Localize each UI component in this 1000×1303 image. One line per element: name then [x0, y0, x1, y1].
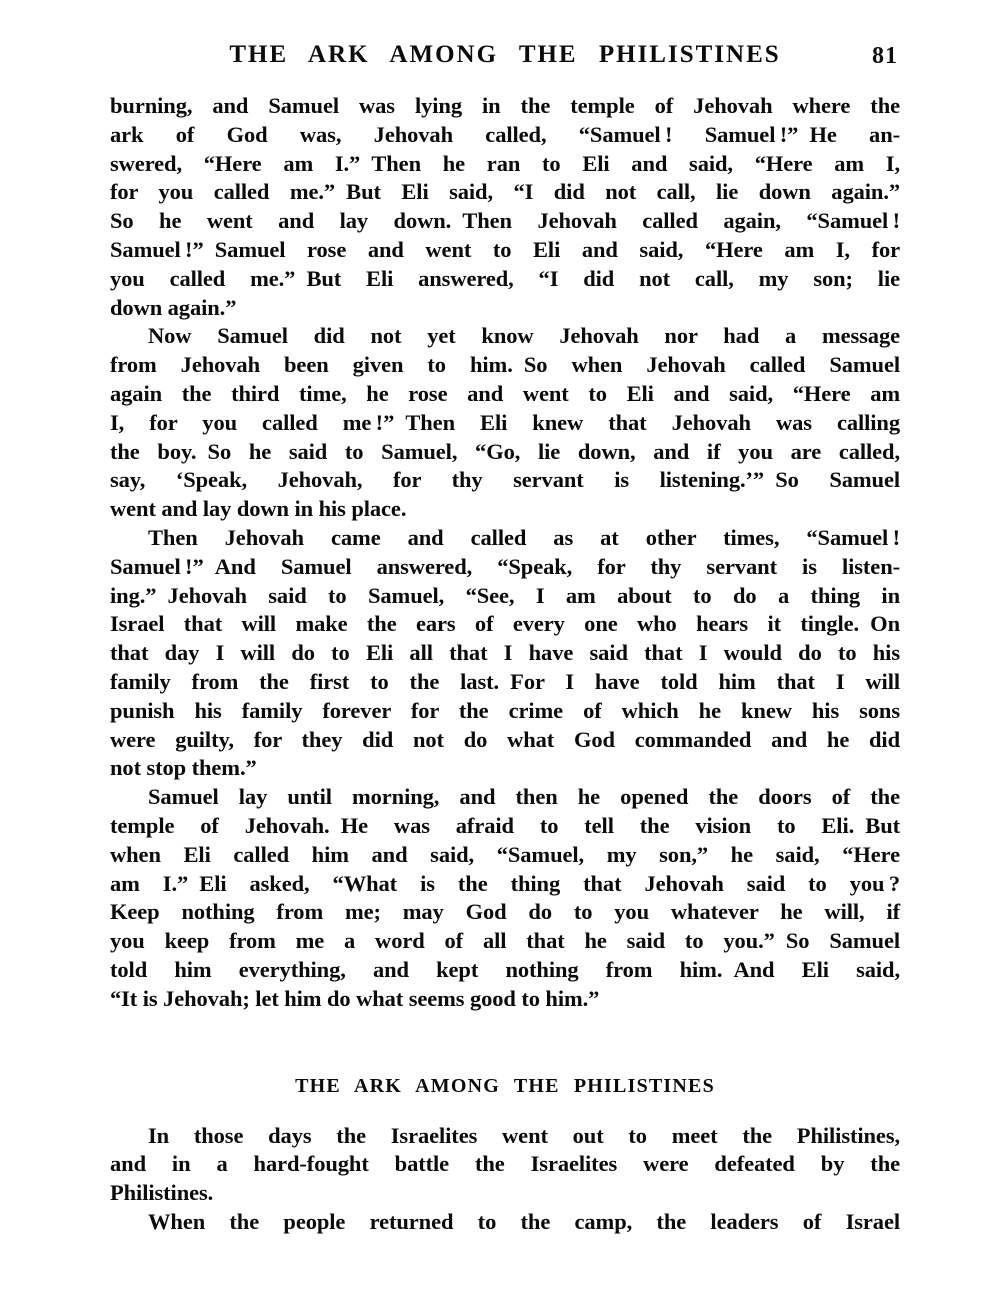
- text-line: Samuel !” Samuel rose and went to Eli and said, “Here am I, for: [110, 236, 900, 262]
- text-line: In those days the Israelites went out to meet the Philistines,: [148, 1122, 900, 1148]
- text-line: you called me.” But Eli answered, “I did not call, my son; lie: [110, 265, 900, 291]
- text-line: Keep nothing from me; may God do to you whatever he will, if: [110, 899, 900, 925]
- text-line: for you called me.” But Eli said, “I did not call, lie down again.”: [110, 179, 900, 205]
- paragraph: [110, 1122, 900, 1208]
- text-line: I, for you called me !” Then Eli knew that Jehovah was calling: [110, 409, 900, 435]
- text-line: not stop them.”: [110, 755, 257, 781]
- text-line: swered, “Here am I.” Then he ran to Eli and said, “Here am I,: [110, 150, 900, 176]
- running-header: [110, 40, 900, 70]
- text-line: “It is Jehovah; let him do what seems good to him.”: [110, 985, 600, 1011]
- paragraph: [110, 783, 900, 1013]
- text-line: When the people returned to the camp, the leaders of Israel: [148, 1208, 900, 1234]
- text-line: and in a hard-fought battle the Israelites were defeated by the: [110, 1151, 900, 1177]
- page-number: 81: [872, 43, 898, 69]
- text-line: punish his family forever for the crime of which he knew his sons: [110, 697, 900, 723]
- paragraph: [110, 1208, 900, 1237]
- text-line: again the third time, he rose and went to Eli and said, “Here am: [110, 380, 900, 406]
- text-line: ing.” Jehovah said to Samuel, “See, I am about to do a thing in: [110, 582, 900, 608]
- text-line: were guilty, for they did not do what God commanded and he did: [110, 726, 900, 752]
- section-heading: THE ARK AMONG THE PHILISTINES: [295, 1074, 715, 1097]
- text-line: burning, and Samuel was lying in the temple of Jehovah where the: [110, 93, 900, 118]
- paragraph: [110, 322, 900, 524]
- text-line: am I.” Eli asked, “What is the thing that Jehovah said to you ?: [110, 870, 900, 896]
- text-line: that day I will do to Eli all that I have said that I would do to his: [110, 640, 900, 666]
- running-header-title: THE ARK AMONG THE PHILISTINES: [229, 41, 781, 68]
- page-text-body: [110, 92, 900, 1237]
- text-line: Samuel !” And Samuel answered, “Speak, for thy servant is listen-: [110, 553, 900, 579]
- text-line: Israel that will make the ears of every one who hears it tingle. On: [110, 611, 900, 637]
- text-line: Now Samuel did not yet know Jehovah nor had a message: [148, 323, 900, 349]
- text-line: the boy. So he said to Samuel, “Go, lie down, and if you are called,: [110, 438, 900, 464]
- text-line: told him everything, and kept nothing from him. And Eli said,: [110, 956, 900, 982]
- text-line: say, ‘Speak, Jehovah, for thy servant is listening.’” So Samuel: [110, 467, 900, 493]
- paragraph: [110, 524, 900, 783]
- text-line: Samuel lay until morning, and then he opened the doors of the: [148, 784, 900, 810]
- text-line: when Eli called him and said, “Samuel, my son,” he said, “Here: [110, 841, 900, 867]
- text-line: Philistines.: [110, 1180, 214, 1206]
- text-line: family from the first to the last. For I have told him that I will: [110, 668, 900, 694]
- text-line: you keep from me a word of all that he said to you.” So Samuel: [110, 928, 900, 954]
- text-line: Then Jehovah came and called as at other times, “Samuel !: [148, 524, 900, 550]
- text-line: ark of God was, Jehovah called, “Samuel ! Samuel !” He an-: [110, 121, 900, 147]
- paragraph: [110, 92, 900, 322]
- text-line: So he went and lay down. Then Jehovah called again, “Samuel !: [110, 208, 900, 234]
- text-line: down again.”: [110, 294, 237, 320]
- text-line: temple of Jehovah. He was afraid to tell the vision to Eli. But: [110, 812, 900, 838]
- text-line: went and lay down in his place.: [110, 496, 407, 522]
- text-line: from Jehovah been given to him. So when Jehovah called Samuel: [110, 352, 900, 378]
